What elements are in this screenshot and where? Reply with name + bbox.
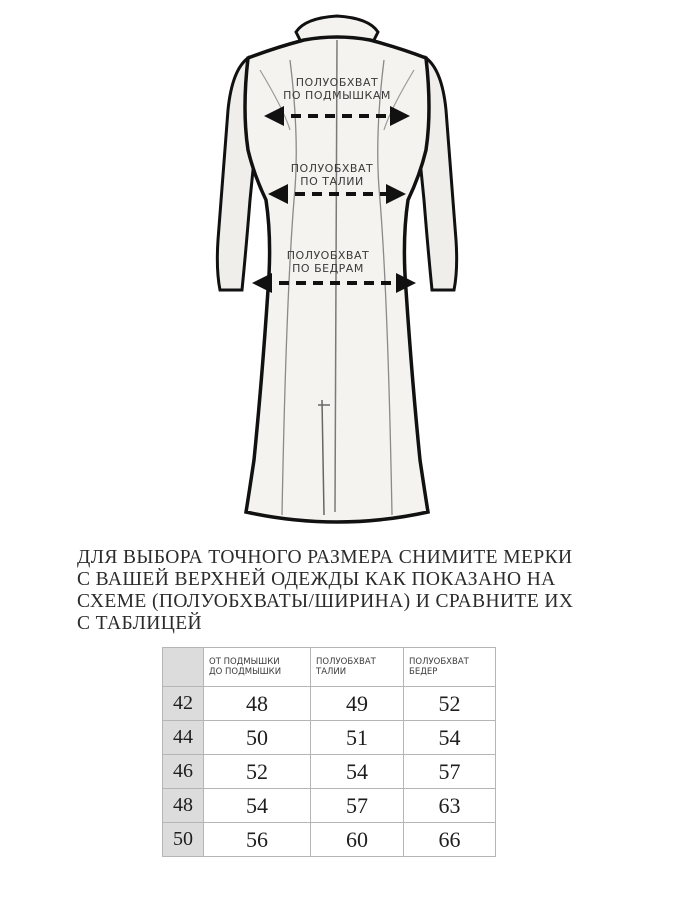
size-cell: 50 [163, 823, 204, 857]
waist-value: 54 [311, 755, 404, 789]
size-cell: 44 [163, 721, 204, 755]
size-cell: 46 [163, 755, 204, 789]
waist-label-line2: ПО ТАЛИИ [300, 175, 364, 188]
hips-value: 66 [404, 823, 496, 857]
waist-value: 49 [311, 687, 404, 721]
hips-value: 54 [404, 721, 496, 755]
header-hips [404, 648, 496, 687]
size-cell: 48 [163, 789, 204, 823]
chest-label-line2: ПО ПОДМЫШКАМ [283, 89, 391, 102]
instruction-line-2: С ВАШЕЙ ВЕРХНЕЙ ОДЕЖДЫ КАК ПОКАЗАНО НА [77, 569, 556, 590]
instruction-line-1: ДЛЯ ВЫБОРА ТОЧНОГО РАЗМЕРА СНИМИТЕ МЕРКИ [77, 547, 573, 568]
instruction-line-4: С ТАБЛИЦЕЙ [77, 613, 202, 634]
hips-value: 52 [404, 687, 496, 721]
waist-value: 51 [311, 721, 404, 755]
header-underarm-line1: ОТ ПОДМЫШКИ [209, 657, 280, 667]
header-waist [311, 648, 404, 687]
table-row [163, 823, 496, 857]
table-row [163, 789, 496, 823]
header-underarm-line2: ДО ПОДМЫШКИ [209, 667, 282, 677]
waist-label-line1: ПОЛУОБХВАТ [290, 162, 374, 175]
table-header-row [163, 648, 496, 687]
hips-label-line1: ПОЛУОБХВАТ [286, 249, 370, 262]
header-hips-line1: ПОЛУОБХВАТ [409, 657, 469, 667]
underarm-value: 54 [204, 789, 311, 823]
size-cell: 42 [163, 687, 204, 721]
instruction-text [77, 547, 637, 635]
waist-value: 57 [311, 789, 404, 823]
size-table [162, 647, 496, 857]
hips-value: 57 [404, 755, 496, 789]
underarm-value: 50 [204, 721, 311, 755]
table-corner-cell [163, 648, 204, 687]
underarm-value: 56 [204, 823, 311, 857]
chest-label-line1: ПОЛУОБХВАТ [295, 76, 379, 89]
waist-label [262, 162, 402, 188]
table-row [163, 755, 496, 789]
instruction-line-3: СХЕМЕ (ПОЛУОБХВАТЫ/ШИРИНА) И СРАВНИТЕ ИХ [77, 591, 574, 612]
hips-label [258, 249, 398, 275]
header-waist-line2: ТАЛИИ [316, 667, 347, 677]
hips-value: 63 [404, 789, 496, 823]
table-row [163, 721, 496, 755]
hips-label-line2: ПО БЕДРАМ [292, 262, 364, 275]
table-row [163, 687, 496, 721]
underarm-value: 48 [204, 687, 311, 721]
header-underarm [204, 648, 311, 687]
waist-value: 60 [311, 823, 404, 857]
chest-label [267, 76, 407, 102]
underarm-value: 52 [204, 755, 311, 789]
header-waist-line1: ПОЛУОБХВАТ [316, 657, 376, 667]
header-hips-line2: БЕДЕР [409, 667, 438, 677]
